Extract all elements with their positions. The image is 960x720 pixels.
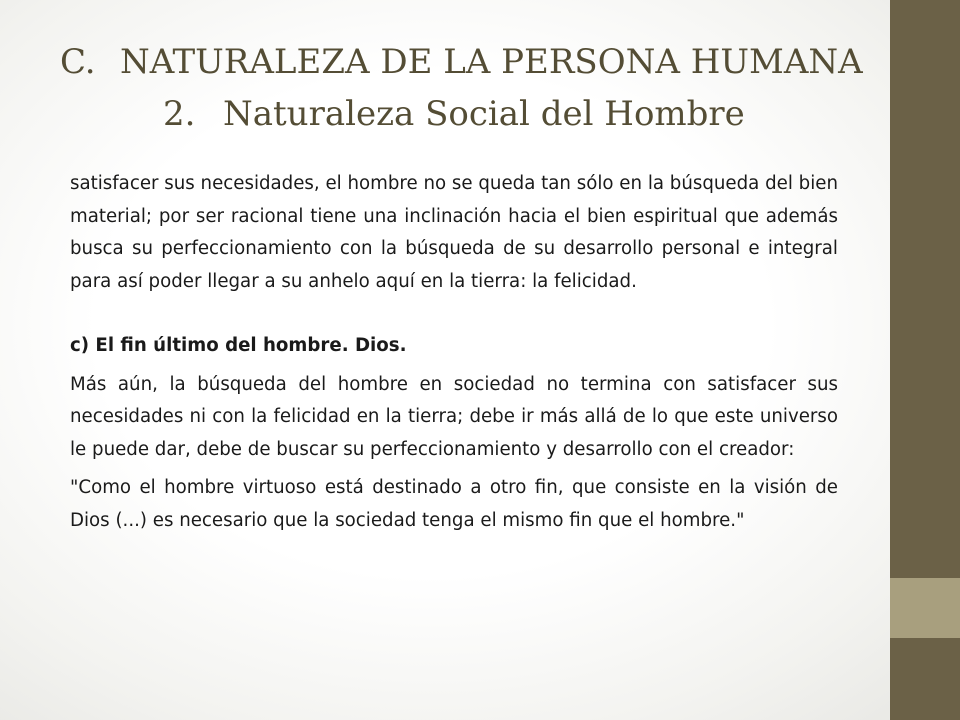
title-line-1-number: C.: [60, 42, 96, 82]
body-subheading: c) El fin último del hombre. Dios.: [70, 335, 407, 356]
title-line-2-number: 2.: [163, 94, 196, 134]
sidebar-decoration-bottom: [890, 638, 960, 720]
sidebar-decoration-top: [890, 0, 960, 578]
body-quote: "Como el hombre virtuoso está destinado a otro fin, que consiste en la visión de Dios (...) es necesario que la sociedad tenga el mismo fin que el hombre.": [70, 477, 838, 531]
body-paragraph-1: satisfacer sus necesidades, el hombre no se queda tan sólo en la búsqueda del bien material; por ser racional tiene una inclinación hacia el bien espiritual que además busca su perfeccionamiento con la búsqueda de su desarrollo personal e integral para así poder llegar a su anhelo aquí en la tierra: la felicidad.: [70, 173, 838, 292]
sidebar-decoration-accent: [890, 578, 960, 638]
body-paragraph-2: Más aún, la búsqueda del hombre en sociedad no termina con satisfacer sus necesidades ni con la felicidad en la tierra; debe ir más allá de lo que este universo le puede dar, debe de buscar su perfeccionamiento y desarrollo con el creador:: [70, 373, 838, 460]
title-line-2: [0, 88, 890, 140]
slide-title: [0, 36, 890, 140]
title-line-1: [0, 36, 890, 88]
slide-body: [70, 168, 838, 537]
title-line-1-text: NATURALEZA DE LA PERSONA HUMANA: [120, 42, 863, 82]
title-line-2-text: Naturaleza Social del Hombre: [223, 94, 745, 134]
